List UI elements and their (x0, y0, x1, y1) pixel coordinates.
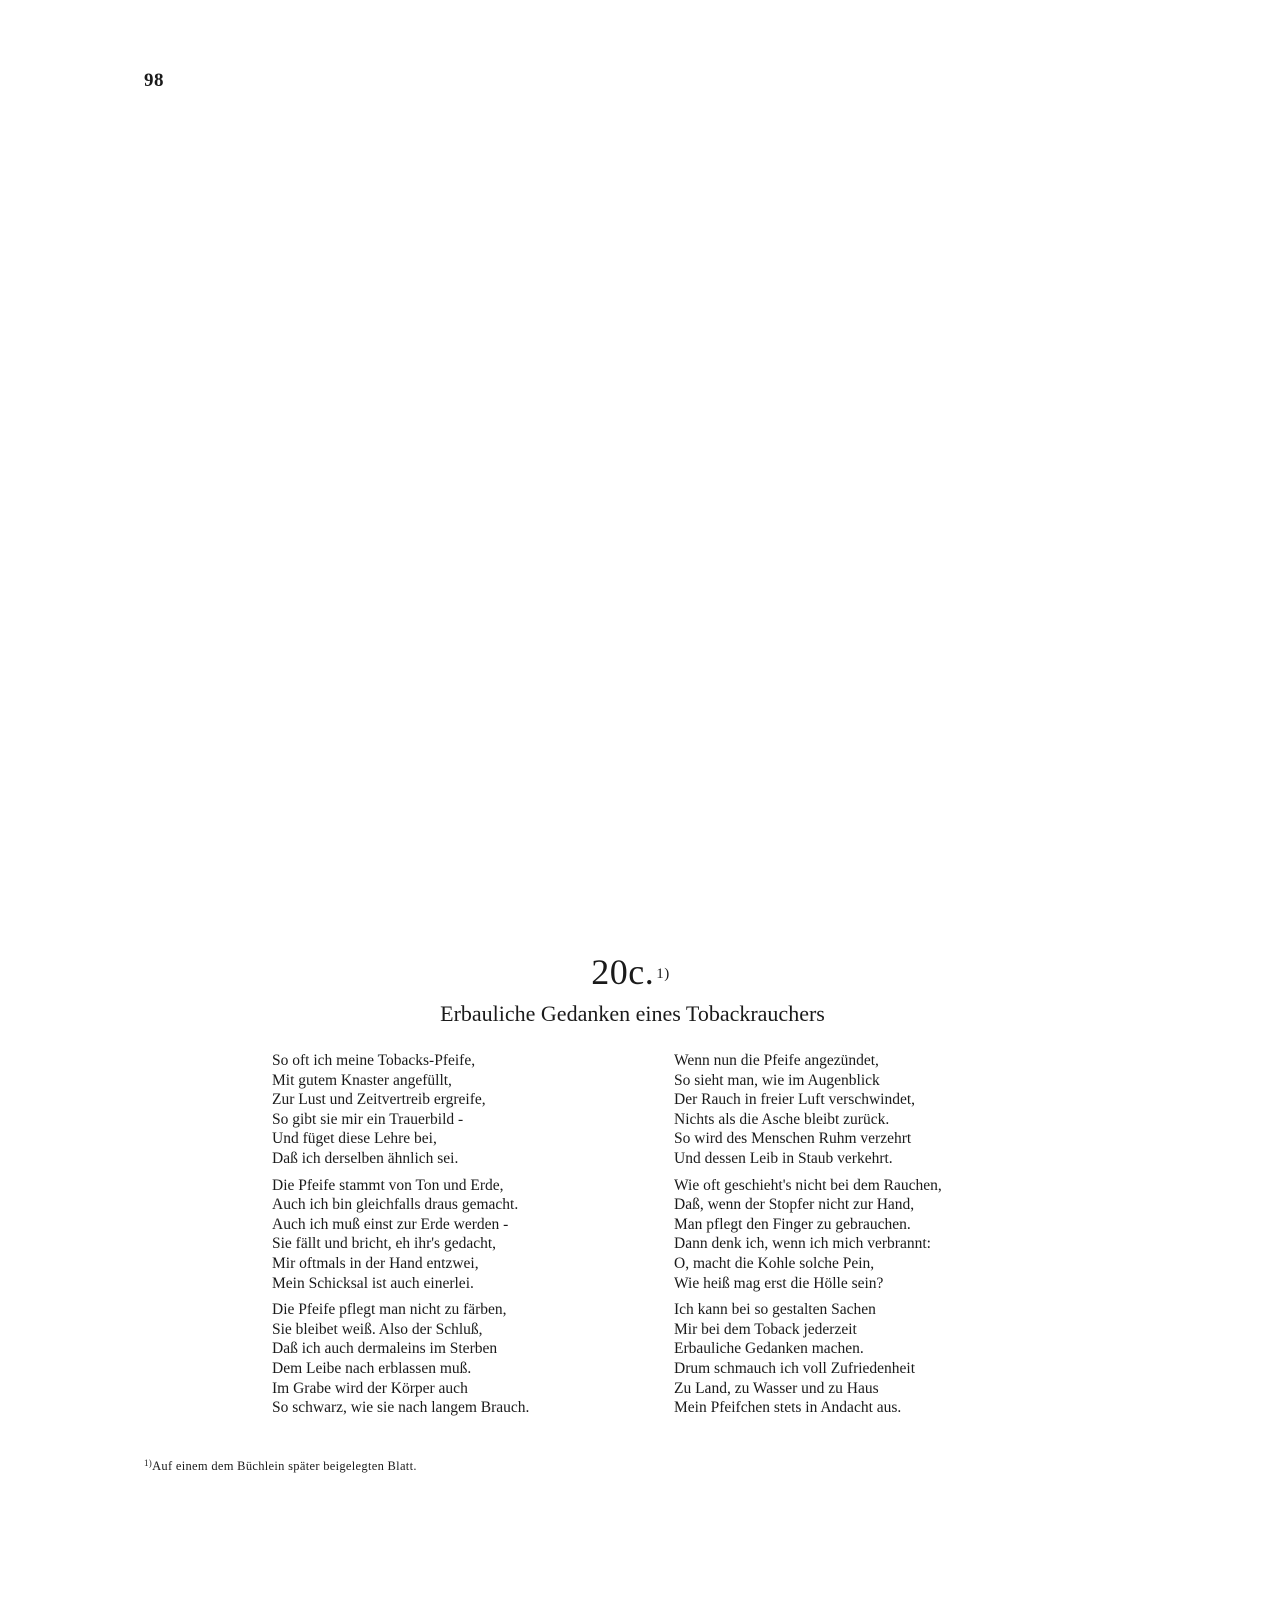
verse-line: Auch ich muß einst zur Erde werden - (272, 1215, 509, 1233)
verse-line: So gibt sie mir ein Trauerbild - (272, 1110, 464, 1128)
stanza (674, 1300, 942, 1418)
footnote-text: Auf einem dem Büchlein später beigelegten Blatt. (152, 1459, 417, 1473)
verse-line: So sieht man, wie im Augenblick (674, 1071, 880, 1089)
verse-line: Wie heiß mag erst die Hölle sein? (674, 1274, 884, 1292)
verse-line: Die Pfeife stammt von Ton und Erde, (272, 1176, 504, 1194)
verse-line: So oft ich meine Tobacks-Pfeife, (272, 1052, 476, 1069)
verse-line: Mir oftmals in der Hand entzwei, (272, 1254, 479, 1272)
verse-line: Man pflegt den Finger zu gebrauchen. (674, 1215, 911, 1233)
verse-line: Daß, wenn der Stopfer nicht zur Hand, (674, 1196, 915, 1214)
verse-line: Die Pfeife pflegt man nicht zu färben, (272, 1301, 507, 1319)
poem-heading (0, 950, 1261, 1028)
verse-line: Im Grabe wird der Körper auch (272, 1379, 468, 1397)
stanza (272, 1176, 529, 1294)
verse-line: Dann denk ich, wenn ich mich verbrannt: (674, 1235, 931, 1253)
verse-line: Auch ich bin gleichfalls draus gemacht. (272, 1196, 519, 1214)
verse-line: Mein Schicksal ist auch einerlei. (272, 1274, 474, 1292)
footnote-marker: 1) (144, 1458, 153, 1468)
stanza (272, 1300, 529, 1418)
verse-line: Zu Land, zu Wasser und zu Haus (674, 1379, 879, 1397)
verse-line: Mit gutem Knaster angefüllt, (272, 1071, 452, 1089)
stanza (272, 1051, 529, 1169)
verse-line: So schwarz, wie sie nach langem Brauch. (272, 1399, 530, 1417)
footnote (144, 1459, 417, 1474)
verse-line: Sie bleibet weiß. Also der Schluß, (272, 1320, 483, 1338)
page-number: 98 (144, 70, 164, 91)
verse-line: Ich kann bei so gestalten Sachen (674, 1301, 876, 1319)
verse-line: Wie oft geschieht's nicht bei dem Rauchen, (674, 1176, 942, 1194)
poem-number (0, 950, 1261, 994)
verse-line: Mein Pfeifchen stets in Andacht aus. (674, 1399, 902, 1417)
verse-line: O, macht die Kohle solche Pein, (674, 1254, 875, 1272)
stanza (674, 1051, 942, 1169)
verse-line: Und füget diese Lehre bei, (272, 1130, 437, 1148)
verse-line: Mir bei dem Toback jederzeit (674, 1320, 857, 1338)
stanza (674, 1176, 942, 1294)
verse-line: Zur Lust und Zeitvertreib ergreife, (272, 1091, 486, 1109)
verse-line: So wird des Menschen Ruhm verzehrt (674, 1130, 912, 1148)
poem-column-right (674, 1051, 942, 1425)
verse-line: Sie fällt und bricht, eh ihr's gedacht, (272, 1235, 497, 1253)
verse-line: Dem Leibe nach erblassen muß. (272, 1359, 472, 1377)
poem-number-text: 20c. (591, 952, 655, 992)
verse-line: Drum schmauch ich voll Zufriedenheit (674, 1359, 916, 1377)
verse-line: Daß ich auch dermaleins im Sterben (272, 1340, 498, 1358)
footnote-reference: 1) (656, 966, 670, 982)
poem-title: Erbauliche Gedanken eines Tobackrauchers (440, 1001, 825, 1026)
poem-column-left (272, 1051, 529, 1425)
verse-line: Daß ich derselben ähnlich sei. (272, 1149, 459, 1167)
verse-line: Und dessen Leib in Staub verkehrt. (674, 1149, 893, 1167)
verse-line: Der Rauch in freier Luft verschwindet, (674, 1091, 916, 1109)
verse-line: Nichts als die Asche bleibt zurück. (674, 1110, 890, 1128)
verse-line: Erbauliche Gedanken machen. (674, 1340, 864, 1358)
verse-line: Wenn nun die Pfeife angezündet, (674, 1052, 879, 1069)
